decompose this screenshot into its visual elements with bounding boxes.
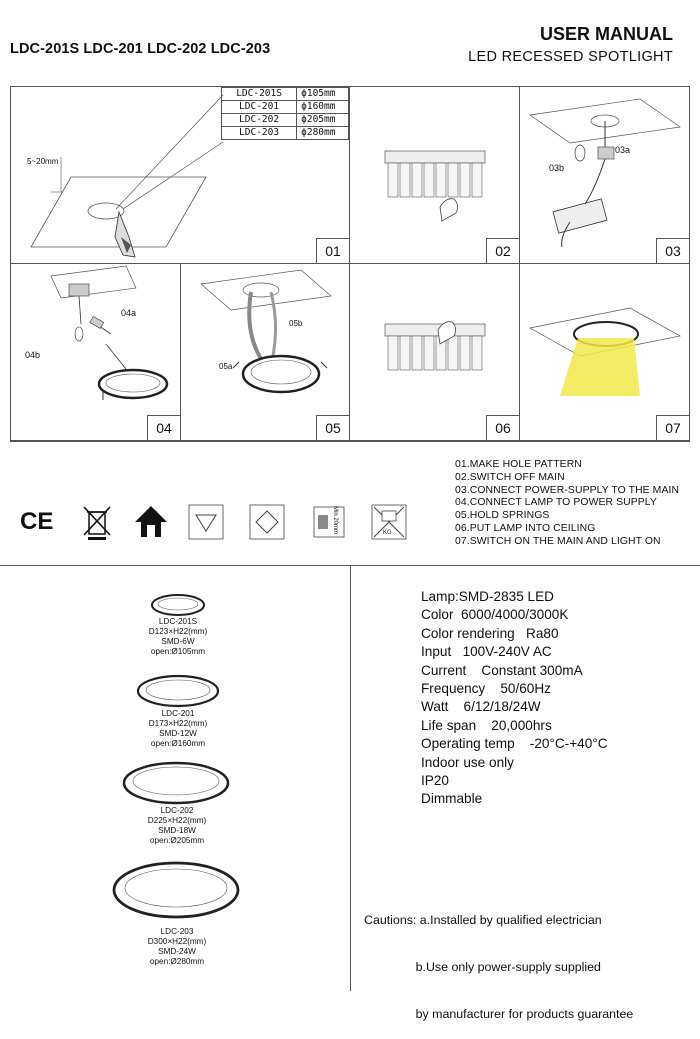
step-number: 01 [316,238,349,263]
callout-03b: 03b [549,163,565,173]
table-row: LDC-201 ϕ160mm [222,101,349,114]
model-spec-ldc-202: LDC-202 D225×H22(mm) SMD-18W open:Ø205mm [147,806,207,845]
step-number: 06 [486,415,519,440]
list-item: 07.SWITCH ON THE MAIN AND LIGHT ON [455,535,661,547]
step-03-panel [520,87,689,264]
model-list: LDC-201S LDC-201 LDC-202 LDC-203 [10,41,271,57]
model-spec-ldc-203: LDC-203 D300×H22(mm) SMD-24W open:Ø280mm [147,927,207,966]
step-07-panel [520,264,689,441]
step-number: 02 [486,238,519,263]
flammable-surface-icon [132,503,170,541]
spec-line: Frequency 50/60Hz [421,681,551,697]
step-04-panel [11,264,181,441]
callout-05a: 05a [219,362,233,371]
spec-line: Lamp:SMD-2835 LED [421,589,554,604]
spec-line: Color rendering Ra80 [421,625,559,641]
table-row: LDC-203 ϕ280mm [222,127,349,140]
step-05-panel [181,264,350,441]
installation-diagram-grid [10,86,690,442]
step-06-panel [350,264,520,441]
spec-line: Life span 20,000hrs [421,717,552,733]
model-spec-ldc-201: LDC-201 D173×H22(mm) SMD-12W open:Ø160mm [148,709,208,748]
step-02-panel [350,87,520,264]
ceiling-depth-label: 5~20mm [27,157,59,166]
table-row: LDC-202 ϕ205mm [222,114,349,127]
column-divider [350,565,351,991]
list-item: 02.SWITCH OFF MAIN [455,471,565,483]
document-title: USER MANUAL [540,24,673,44]
diamond-icon [248,503,286,541]
installation-steps [455,459,679,549]
callout-04a: 04a [121,308,137,318]
cutout-size-table [221,87,349,140]
spec-line: Input 100V-240V AC [421,644,552,660]
caution-line: b.Use only power-supply supplied [364,959,601,974]
callout-03a: 03a [615,145,631,155]
model-spec-ldc-201s: LDC-201S D123×H22(mm) SMD-6W open:Ø105mm [148,617,208,656]
callout-04b: 04b [25,350,41,360]
step-number: 07 [656,415,689,440]
certification-icons [20,503,425,543]
step-number: 05 [316,415,349,440]
step-number: 03 [656,238,689,263]
caution-line: Cautions: a.Installed by qualified electrician [364,912,602,927]
document-subtitle: LED RECESSED SPOTLIGHT [468,49,673,65]
list-item: 06.PUT LAMP INTO CEILING [455,522,596,534]
spec-line: Current Constant 300mA [421,662,583,678]
list-item: 04.CONNECT LAMP TO POWER SUPPLY [455,497,657,509]
callout-05b: 05b [289,319,303,328]
list-item: 05.HOLD SPRINGS [455,510,550,522]
caution-line: by manufacturer for products guarantee [364,1007,634,1022]
cautions [364,881,633,1039]
spec-line: Operating temp -20°C-+40°C [421,736,608,752]
weee-crossed-bin-icon [78,503,116,541]
spec-line: Watt 6/12/18/24W [421,699,541,715]
ce-mark-icon: CE [20,508,54,535]
min-distance-icon [310,503,348,541]
list-item: 03.CONNECT POWER-SUPPLY TO THE MAIN [455,484,680,496]
table-row: LDC-201S ϕ105mm [222,88,349,101]
downward-triangle-icon [187,503,225,541]
spec-line: Dimmable [421,791,483,807]
list-item: 01.MAKE HOLE PATTERN [455,459,582,470]
technical-specifications [421,588,608,809]
spec-line: Color 6000/4000/3000K [421,607,569,623]
kg-label: KG [383,530,392,536]
step-01-panel [11,87,350,264]
min-distance-label: Min 20mm [332,506,338,535]
spec-line: IP20 [421,773,449,789]
step-number: 04 [147,415,180,440]
spec-line: Indoor use only [421,754,514,770]
